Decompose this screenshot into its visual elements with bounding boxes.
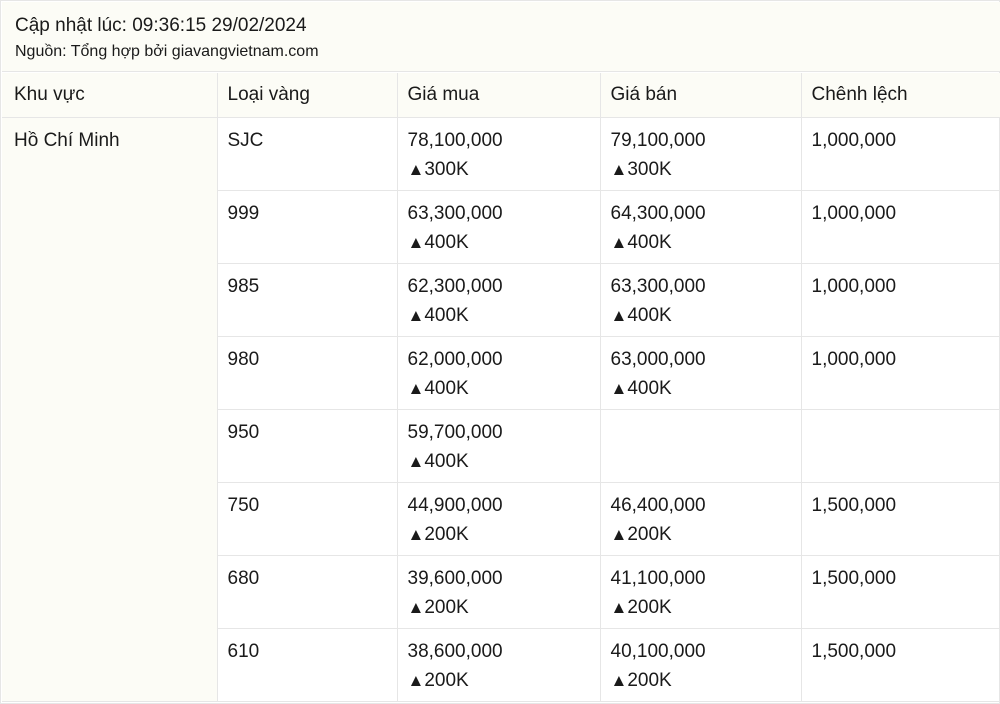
difference-cell: 1,000,000 bbox=[801, 117, 1000, 190]
gold-type-cell: 950 bbox=[217, 409, 397, 482]
triangle-up-icon: ▲ bbox=[407, 305, 425, 325]
price-change bbox=[408, 156, 590, 185]
price-change-value: 200K bbox=[424, 669, 469, 691]
difference-cell: 1,500,000 bbox=[801, 628, 1000, 701]
buy-price-cell bbox=[397, 409, 600, 482]
price-change-value: 400K bbox=[424, 450, 469, 472]
table-row bbox=[2, 628, 1000, 701]
table-row bbox=[2, 336, 1000, 409]
price-change-value: 200K bbox=[627, 523, 672, 545]
gold-type-cell: 610 bbox=[217, 628, 397, 701]
region-cell bbox=[2, 336, 217, 409]
difference-cell bbox=[801, 409, 1000, 482]
price-change bbox=[408, 302, 590, 331]
price-value: 63,300,000 bbox=[610, 275, 706, 297]
gold-type-cell: 980 bbox=[217, 336, 397, 409]
price-change bbox=[408, 667, 590, 696]
price-value: 38,600,000 bbox=[407, 640, 503, 662]
gold-type-cell: 750 bbox=[217, 482, 397, 555]
column-header-buy-price: Giá mua bbox=[397, 73, 600, 117]
column-header-difference: Chênh lệch bbox=[801, 73, 1000, 117]
triangle-up-icon: ▲ bbox=[407, 524, 425, 544]
table-row bbox=[2, 117, 1000, 190]
triangle-up-icon: ▲ bbox=[610, 670, 628, 690]
table-row bbox=[2, 555, 1000, 628]
price-value: 40,100,000 bbox=[610, 640, 706, 662]
gold-price-table bbox=[2, 73, 1000, 702]
triangle-up-icon: ▲ bbox=[407, 378, 425, 398]
triangle-up-icon: ▲ bbox=[407, 670, 425, 690]
triangle-up-icon: ▲ bbox=[610, 305, 628, 325]
triangle-up-icon: ▲ bbox=[407, 597, 425, 617]
price-change-value: 300K bbox=[424, 158, 469, 180]
difference-cell: 1,500,000 bbox=[801, 555, 1000, 628]
price-change bbox=[611, 229, 791, 258]
price-change bbox=[408, 594, 590, 623]
price-change-value: 200K bbox=[627, 669, 672, 691]
price-change-value: 200K bbox=[424, 596, 469, 618]
price-change bbox=[611, 667, 791, 696]
source-text: Nguồn: Tổng hợp bởi giavangvietnam.com bbox=[15, 43, 319, 60]
table-row bbox=[2, 482, 1000, 555]
region-cell bbox=[2, 263, 217, 336]
sell-price-cell bbox=[600, 555, 801, 628]
region-cell bbox=[2, 555, 217, 628]
column-header-region: Khu vực bbox=[2, 73, 217, 117]
price-change bbox=[408, 229, 590, 258]
triangle-up-icon: ▲ bbox=[407, 451, 425, 471]
gold-type-cell: 999 bbox=[217, 190, 397, 263]
price-change-value: 200K bbox=[424, 523, 469, 545]
price-change bbox=[611, 156, 791, 185]
region-cell bbox=[2, 628, 217, 701]
region-cell bbox=[2, 409, 217, 482]
price-value: 62,000,000 bbox=[407, 348, 503, 370]
column-header-gold-type: Loại vàng bbox=[217, 73, 397, 117]
price-value bbox=[611, 419, 791, 448]
price-change bbox=[408, 448, 590, 477]
buy-price-cell bbox=[397, 482, 600, 555]
price-change-value: 200K bbox=[627, 596, 672, 618]
triangle-up-icon: ▲ bbox=[610, 159, 628, 179]
table-row bbox=[2, 263, 1000, 336]
difference-cell: 1,000,000 bbox=[801, 336, 1000, 409]
price-change bbox=[408, 375, 590, 404]
difference-cell: 1,000,000 bbox=[801, 190, 1000, 263]
price-change-value: 300K bbox=[627, 158, 672, 180]
column-header-sell-price: Giá bán bbox=[600, 73, 801, 117]
sell-price-cell bbox=[600, 482, 801, 555]
sell-price-cell bbox=[600, 117, 801, 190]
price-change bbox=[611, 521, 791, 550]
region-cell bbox=[2, 190, 217, 263]
price-change-value: 400K bbox=[627, 377, 672, 399]
price-value: 79,100,000 bbox=[610, 129, 706, 151]
region-cell bbox=[2, 482, 217, 555]
price-value: 78,100,000 bbox=[407, 129, 503, 151]
gold-type-cell: SJC bbox=[217, 117, 397, 190]
buy-price-cell bbox=[397, 555, 600, 628]
price-value: 59,700,000 bbox=[407, 421, 503, 443]
price-change-value: 400K bbox=[424, 377, 469, 399]
price-change bbox=[408, 521, 590, 550]
price-change bbox=[611, 594, 791, 623]
buy-price-cell bbox=[397, 336, 600, 409]
table-row bbox=[2, 409, 1000, 482]
price-value: 63,300,000 bbox=[407, 202, 503, 224]
triangle-up-icon: ▲ bbox=[407, 232, 425, 252]
sell-price-cell bbox=[600, 336, 801, 409]
sell-price-cell bbox=[600, 409, 801, 482]
table-header-row bbox=[2, 73, 1000, 117]
table-body bbox=[2, 117, 1000, 701]
buy-price-cell bbox=[397, 190, 600, 263]
sell-price-cell bbox=[600, 263, 801, 336]
triangle-up-icon: ▲ bbox=[610, 378, 628, 398]
price-change-value: 400K bbox=[424, 231, 469, 253]
price-value: 41,100,000 bbox=[610, 567, 706, 589]
buy-price-cell bbox=[397, 628, 600, 701]
triangle-up-icon: ▲ bbox=[610, 524, 628, 544]
price-change-value: 400K bbox=[424, 304, 469, 326]
price-value: 63,000,000 bbox=[610, 348, 706, 370]
price-value: 64,300,000 bbox=[610, 202, 706, 224]
price-change bbox=[611, 302, 791, 331]
gold-type-cell: 985 bbox=[217, 263, 397, 336]
triangle-up-icon: ▲ bbox=[610, 232, 628, 252]
gold-type-cell: 680 bbox=[217, 555, 397, 628]
price-change bbox=[611, 375, 791, 404]
price-change bbox=[611, 448, 791, 477]
difference-cell: 1,000,000 bbox=[801, 263, 1000, 336]
price-value: 62,300,000 bbox=[407, 275, 503, 297]
difference-cell: 1,500,000 bbox=[801, 482, 1000, 555]
triangle-up-icon: ▲ bbox=[407, 159, 425, 179]
triangle-up-icon: ▲ bbox=[610, 597, 628, 617]
price-value: 39,600,000 bbox=[407, 567, 503, 589]
table-row bbox=[2, 190, 1000, 263]
sell-price-cell bbox=[600, 190, 801, 263]
update-header bbox=[2, 2, 1000, 72]
sell-price-cell bbox=[600, 628, 801, 701]
price-value: 46,400,000 bbox=[610, 494, 706, 516]
last-updated-text: Cập nhật lúc: 09:36:15 29/02/2024 bbox=[15, 15, 307, 36]
buy-price-cell bbox=[397, 263, 600, 336]
price-change-value: 400K bbox=[627, 304, 672, 326]
price-value: 44,900,000 bbox=[407, 494, 503, 516]
price-change-value: 400K bbox=[627, 231, 672, 253]
buy-price-cell bbox=[397, 117, 600, 190]
region-cell: Hồ Chí Minh bbox=[2, 117, 217, 190]
